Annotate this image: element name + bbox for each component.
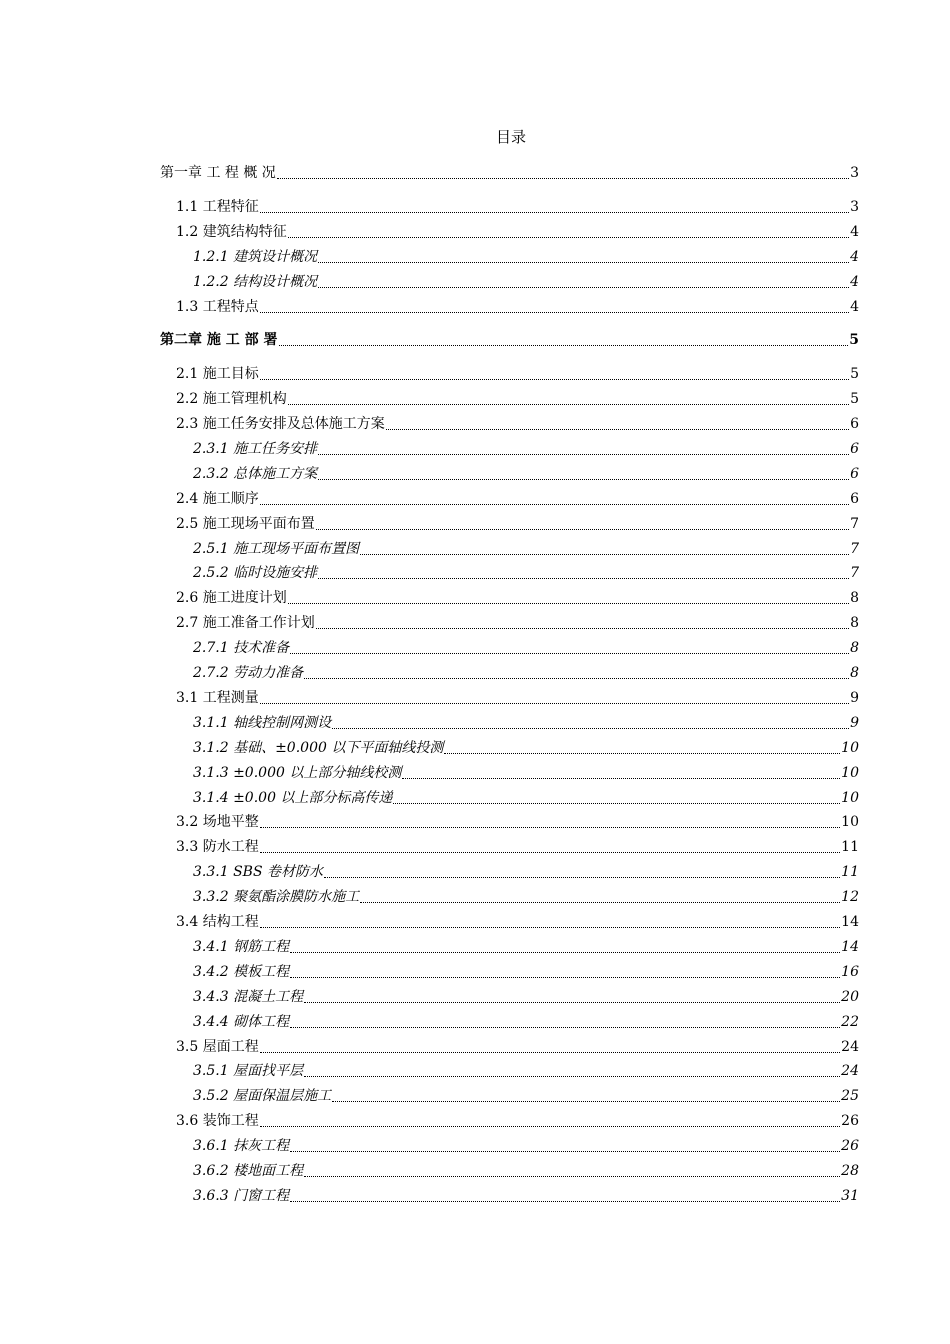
toc-leader-dots xyxy=(260,1052,840,1053)
toc-entry-label: 2.3 施工任务安排及总体施工方案 xyxy=(176,416,385,432)
toc-leader-dots xyxy=(288,237,849,238)
toc-entry[interactable] xyxy=(160,162,859,182)
toc-entry-page-number: 11 xyxy=(841,864,859,880)
toc-leader-dots xyxy=(260,927,840,928)
toc-leader-dots xyxy=(290,1201,840,1202)
toc-entry-page-number: 26 xyxy=(841,1138,859,1154)
toc-entry[interactable] xyxy=(193,463,859,483)
toc-entry-label: 2.3.1 施工任务安排 xyxy=(193,441,318,457)
toc-entry-label: 3.3 防水工程 xyxy=(176,839,259,855)
toc-leader-dots xyxy=(279,345,849,346)
toc-entry[interactable] xyxy=(176,363,859,383)
toc-entry[interactable] xyxy=(176,196,859,216)
toc-entry[interactable] xyxy=(176,836,859,856)
toc-entry[interactable] xyxy=(193,961,859,981)
toc-entry[interactable] xyxy=(193,1160,859,1180)
toc-entry-label: 2.7.1 技术准备 xyxy=(193,640,290,656)
toc-entry-page-number: 3 xyxy=(850,165,859,181)
toc-entry-label: 3.6.2 楼地面工程 xyxy=(193,1163,304,1179)
toc-entry[interactable] xyxy=(193,562,859,582)
toc-entry-label: 3.4.4 砌体工程 xyxy=(193,1014,290,1030)
toc-leader-dots xyxy=(318,287,849,288)
toc-entry-page-number: 31 xyxy=(841,1188,859,1204)
toc-entry-label: 1.2 建筑结构特征 xyxy=(176,224,287,240)
toc-entry-label: 2.6 施工进度计划 xyxy=(176,590,287,606)
toc-leader-dots xyxy=(360,554,849,555)
toc-leader-dots xyxy=(444,753,840,754)
toc-entry-label: 1.2.2 结构设计概况 xyxy=(193,274,318,290)
toc-leader-dots xyxy=(260,827,840,828)
toc-entry-label: 第二章 施 工 部 署 xyxy=(160,332,278,348)
toc-entry-page-number: 3 xyxy=(850,199,859,215)
toc-entry-page-number: 8 xyxy=(850,640,859,656)
toc-entry[interactable] xyxy=(176,1036,859,1056)
toc-entry[interactable] xyxy=(193,637,859,657)
toc-entry-label: 2.7 施工准备工作计划 xyxy=(176,615,315,631)
toc-leader-dots xyxy=(318,479,849,480)
toc-entry[interactable] xyxy=(193,1185,859,1205)
toc-leader-dots xyxy=(277,178,849,179)
toc-entry-label: 3.4 结构工程 xyxy=(176,914,259,930)
toc-entry[interactable] xyxy=(160,329,859,349)
toc-entry[interactable] xyxy=(176,587,859,607)
toc-entry-page-number: 6 xyxy=(850,491,859,507)
toc-entry[interactable] xyxy=(193,886,859,906)
toc-leader-dots xyxy=(260,312,849,313)
toc-leader-dots xyxy=(290,977,840,978)
toc-leader-dots xyxy=(304,1176,840,1177)
toc-leader-dots xyxy=(290,1027,840,1028)
toc-entry[interactable] xyxy=(176,687,859,707)
toc-leader-dots xyxy=(304,1076,840,1077)
toc-entry[interactable] xyxy=(193,861,859,881)
toc-entry[interactable] xyxy=(176,221,859,241)
toc-entry-page-number: 11 xyxy=(841,839,859,855)
toc-entry-page-number: 26 xyxy=(841,1113,859,1129)
toc-entry-label: 3.5 屋面工程 xyxy=(176,1039,259,1055)
toc-entry-page-number: 10 xyxy=(841,814,859,830)
toc-entry[interactable] xyxy=(176,296,859,316)
toc-leader-dots xyxy=(260,212,849,213)
toc-entry-label: 3.1.2 基础、±0.000 以下平面轴线投测 xyxy=(193,740,444,756)
toc-entry[interactable] xyxy=(193,246,859,266)
toc-entry-label: 3.4.1 钢筋工程 xyxy=(193,939,290,955)
toc-entry-page-number: 7 xyxy=(850,516,859,532)
toc-entry[interactable] xyxy=(193,438,859,458)
toc-leader-dots xyxy=(318,262,849,263)
toc-entry[interactable] xyxy=(176,513,859,533)
toc-entry[interactable] xyxy=(193,1135,859,1155)
toc-entry-page-number: 7 xyxy=(850,565,859,581)
toc-entry-page-number: 6 xyxy=(850,466,859,482)
toc-leader-dots xyxy=(288,603,849,604)
toc-entry[interactable] xyxy=(193,271,859,291)
toc-entry-label: 3.1.3 ±0.000 以上部分轴线校测 xyxy=(193,765,402,781)
toc-leader-dots xyxy=(290,952,840,953)
toc-entry[interactable] xyxy=(193,712,859,732)
toc-entry-page-number: 28 xyxy=(841,1163,859,1179)
toc-leader-dots xyxy=(260,852,840,853)
toc-entry-label: 3.3.2 聚氨酯涂膜防水施工 xyxy=(193,889,360,905)
toc-entry-label: 3.1.4 ±0.00 以上部分标高传递 xyxy=(193,790,393,806)
toc-entry-page-number: 14 xyxy=(841,939,859,955)
toc-entry-page-number: 16 xyxy=(841,964,859,980)
toc-entry-label: 1.3 工程特点 xyxy=(176,299,259,315)
toc-leader-dots xyxy=(260,379,849,380)
toc-entry-label: 3.5.2 屋面保温层施工 xyxy=(193,1088,332,1104)
toc-entry-page-number: 7 xyxy=(850,541,859,557)
toc-entry-page-number: 10 xyxy=(841,790,859,806)
toc-entry-label: 2.4 施工顺序 xyxy=(176,491,259,507)
toc-entry-page-number: 4 xyxy=(850,224,859,240)
toc-entry-page-number: 10 xyxy=(841,740,859,756)
toc-entry[interactable] xyxy=(176,811,859,831)
toc-entry-page-number: 8 xyxy=(850,590,859,606)
toc-entry-label: 3.1 工程测量 xyxy=(176,690,259,706)
toc-title: 目录 xyxy=(495,128,526,146)
toc-entry-label: 3.4.2 模板工程 xyxy=(193,964,290,980)
toc-leader-dots xyxy=(324,877,840,878)
toc-leader-dots xyxy=(260,703,849,704)
toc-entry[interactable] xyxy=(193,936,859,956)
toc-entry-label: 3.3.1 SBS 卷材防水 xyxy=(193,864,323,880)
toc-entry-label: 2.3.2 总体施工方案 xyxy=(193,466,318,482)
toc-leader-dots xyxy=(386,429,849,430)
toc-entry-page-number: 5 xyxy=(850,391,859,407)
toc-entry-label: 3.4.3 混凝土工程 xyxy=(193,989,304,1005)
toc-entry[interactable] xyxy=(193,1060,859,1080)
toc-entry-page-number: 25 xyxy=(841,1088,859,1104)
toc-entry-label: 2.7.2 劳动力准备 xyxy=(193,665,304,681)
toc-entry[interactable] xyxy=(193,538,859,558)
toc-leader-dots xyxy=(318,578,849,579)
toc-entry-label: 3.6.1 抹灰工程 xyxy=(193,1138,290,1154)
toc-entry-page-number: 9 xyxy=(850,715,859,731)
toc-leader-dots xyxy=(290,653,849,654)
toc-entry-page-number: 10 xyxy=(841,765,859,781)
toc-entry-page-number: 5 xyxy=(849,332,859,348)
toc-entry[interactable] xyxy=(193,787,859,807)
toc-leader-dots xyxy=(288,404,849,405)
toc-leader-dots xyxy=(260,1126,840,1127)
toc-entry-page-number: 4 xyxy=(850,249,859,265)
toc-entry[interactable] xyxy=(176,612,859,632)
toc-leader-dots xyxy=(332,1101,840,1102)
toc-entry[interactable] xyxy=(193,1085,859,1105)
toc-entry-page-number: 12 xyxy=(841,889,859,905)
toc-entry-label: 2.5.2 临时设施安排 xyxy=(193,565,318,581)
toc-entry-label: 1.1 工程特征 xyxy=(176,199,259,215)
toc-entry-label: 第一章 工 程 概 况 xyxy=(160,165,276,181)
toc-entry-page-number: 24 xyxy=(841,1063,859,1079)
toc-entry-label: 2.5 施工现场平面布置 xyxy=(176,516,315,532)
toc-entry-page-number: 6 xyxy=(850,416,859,432)
toc-entry[interactable] xyxy=(176,911,859,931)
toc-entry[interactable] xyxy=(176,388,859,408)
toc-entry[interactable] xyxy=(193,1011,859,1031)
toc-entry-label: 1.2.1 建筑设计概况 xyxy=(193,249,318,265)
toc-entry[interactable] xyxy=(193,986,859,1006)
toc-entry-page-number: 8 xyxy=(850,615,859,631)
toc-entry-label: 3.6.3 门窗工程 xyxy=(193,1188,290,1204)
toc-leader-dots xyxy=(393,803,840,804)
toc-entry-label: 2.2 施工管理机构 xyxy=(176,391,287,407)
toc-entry[interactable] xyxy=(176,413,859,433)
toc-entry-page-number: 24 xyxy=(841,1039,859,1055)
toc-entry-page-number: 6 xyxy=(850,441,859,457)
toc-entry-label: 3.2 场地平整 xyxy=(176,814,259,830)
toc-entry[interactable] xyxy=(176,488,859,508)
toc-entry-page-number: 4 xyxy=(850,274,859,290)
toc-leader-dots xyxy=(304,678,849,679)
toc-entry[interactable] xyxy=(193,737,859,757)
toc-leader-dots xyxy=(332,728,849,729)
toc-entry-page-number: 8 xyxy=(850,665,859,681)
toc-entry-label: 3.1.1 轴线控制网测设 xyxy=(193,715,332,731)
toc-entry[interactable] xyxy=(193,762,859,782)
toc-entry-page-number: 9 xyxy=(850,690,859,706)
toc-leader-dots xyxy=(304,1002,840,1003)
toc-leader-dots xyxy=(316,628,849,629)
toc-leader-dots xyxy=(290,1151,840,1152)
toc-entry-page-number: 4 xyxy=(850,299,859,315)
toc-entry-page-number: 5 xyxy=(850,366,859,382)
toc-entry-page-number: 20 xyxy=(841,989,859,1005)
toc-entry-page-number: 22 xyxy=(841,1014,859,1030)
toc-entry[interactable] xyxy=(176,1110,859,1130)
toc-leader-dots xyxy=(402,778,840,779)
toc-entry-page-number: 14 xyxy=(841,914,859,930)
toc-entry[interactable] xyxy=(193,662,859,682)
toc-entry-label: 2.5.1 施工现场平面布置图 xyxy=(193,541,360,557)
toc-leader-dots xyxy=(318,454,849,455)
toc-entry-label: 3.5.1 屋面找平层 xyxy=(193,1063,304,1079)
toc-leader-dots xyxy=(360,902,840,903)
toc-entry-label: 2.1 施工目标 xyxy=(176,366,259,382)
toc-leader-dots xyxy=(260,504,849,505)
toc-entry-label: 3.6 装饰工程 xyxy=(176,1113,259,1129)
toc-leader-dots xyxy=(316,529,849,530)
